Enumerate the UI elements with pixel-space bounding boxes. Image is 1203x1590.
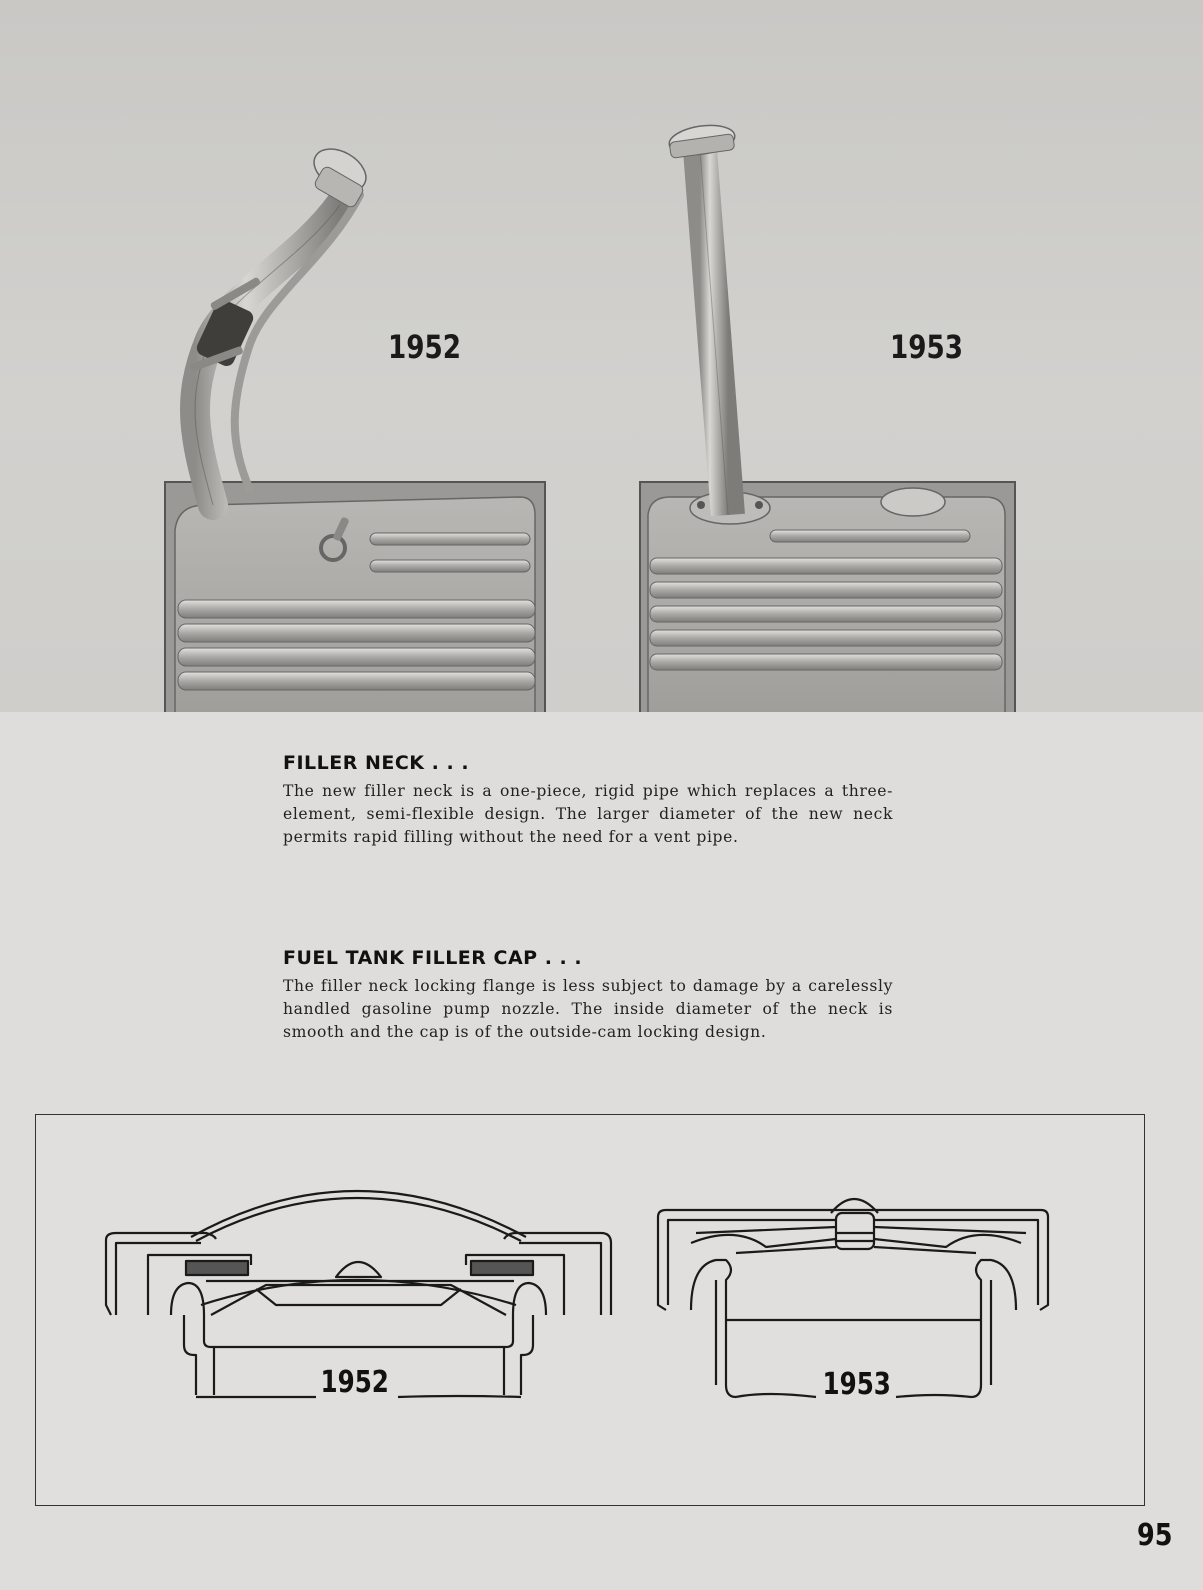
section-heading: FUEL TANK FILLER CAP . . . bbox=[283, 947, 583, 969]
section-filler-neck bbox=[283, 752, 893, 849]
year-label-1952-bottom: 1952 bbox=[318, 1365, 391, 1400]
section-body: The filler neck locking flange is less subject to damage by a carelessly handled gasoline pump nozzle. The inside diameter of the neck is smooth and the cap is of the outside-cam locking design. bbox=[283, 977, 893, 1041]
fuel-tank-illustration bbox=[0, 0, 1203, 712]
year-label-1953-bottom: 1953 bbox=[820, 1367, 893, 1402]
filler-cap-cross-sections bbox=[36, 1115, 1144, 1505]
year-label-1952-top: 1952 bbox=[388, 328, 462, 366]
tank-1953 bbox=[640, 122, 1015, 712]
section-fuel-tank-filler-cap bbox=[283, 947, 893, 1044]
tank-1952 bbox=[165, 140, 545, 712]
fuel-tank-photograph bbox=[0, 0, 1203, 712]
section-body: The new filler neck is a one-piece, rigid pipe which replaces a three-element, semi-flexible design. The larger diameter of the new neck permits rapid filling without the need for a vent pipe. bbox=[283, 782, 893, 846]
page-number: 95 bbox=[1137, 1518, 1173, 1553]
year-label-1953-top: 1953 bbox=[890, 328, 964, 366]
filler-cap-cross-section-diagram bbox=[35, 1114, 1145, 1506]
section-heading: FILLER NECK . . . bbox=[283, 752, 470, 774]
